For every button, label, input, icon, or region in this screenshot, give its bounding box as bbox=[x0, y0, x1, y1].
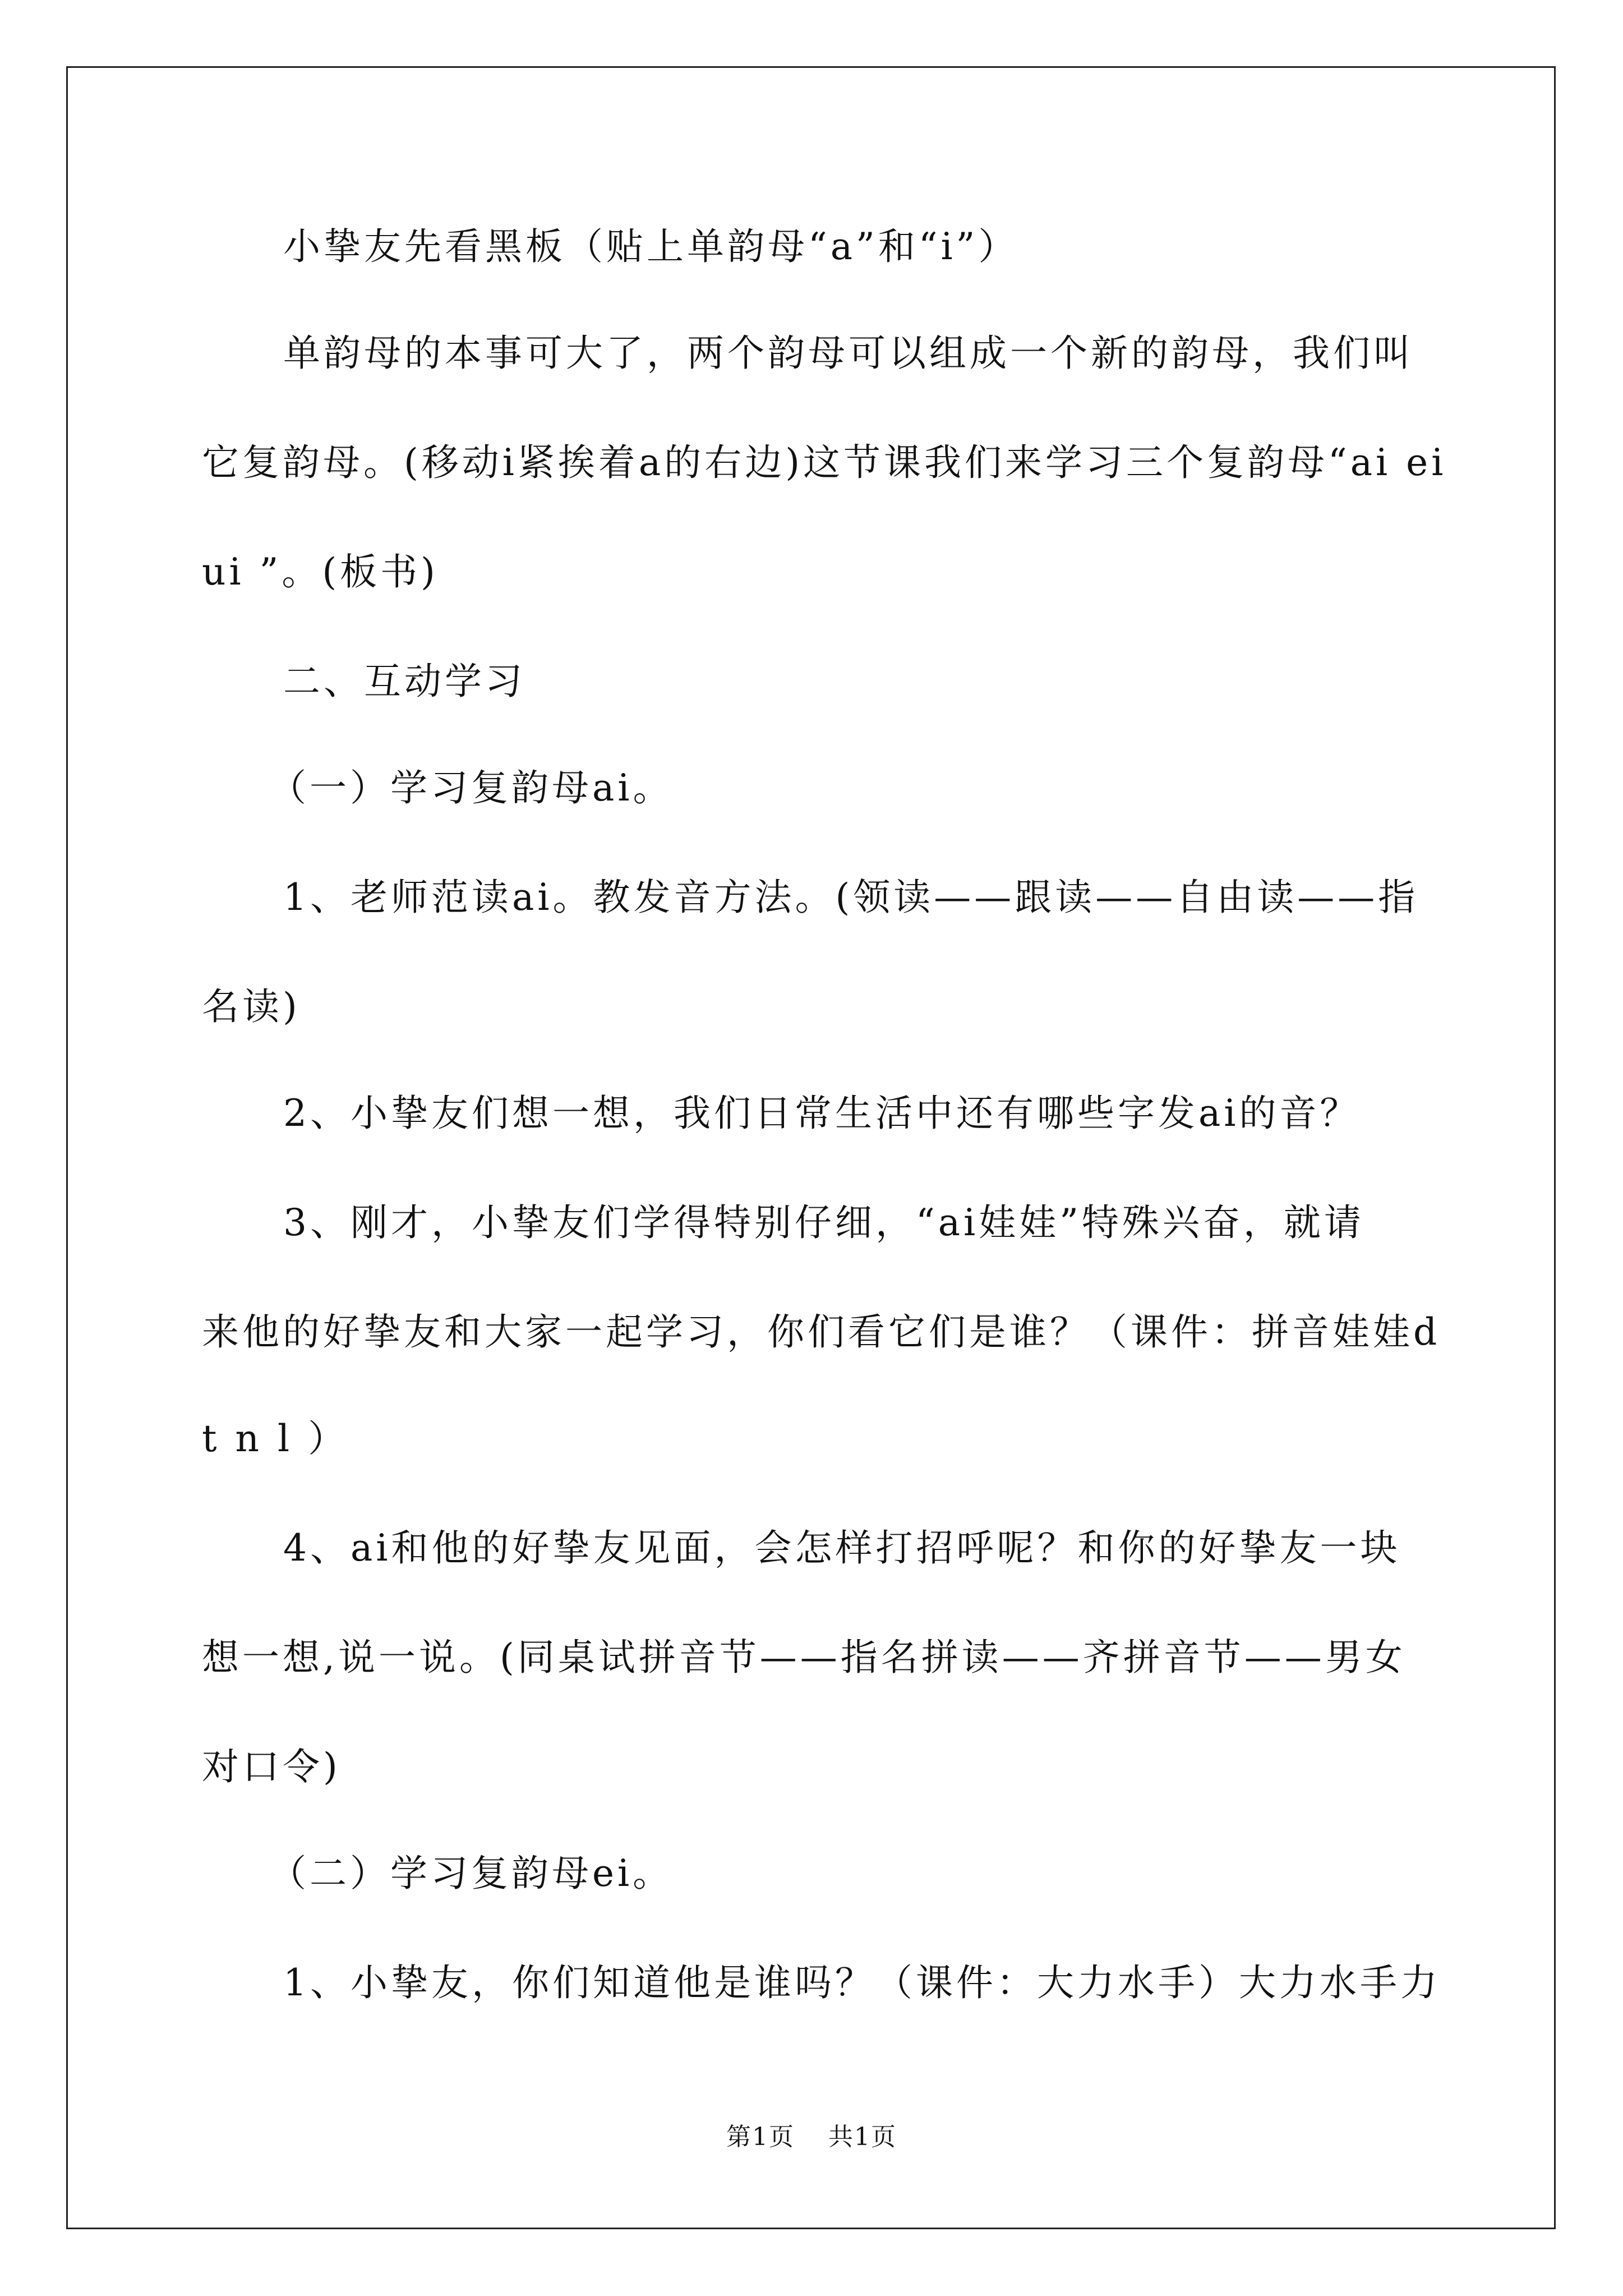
page-number: 第1页 bbox=[726, 2123, 795, 2151]
paragraph-line: 1、老师范读ai。教发音方法。(领读——跟读——自由读——指 bbox=[283, 876, 1419, 919]
page-footer bbox=[0, 2122, 1623, 2153]
page-border bbox=[66, 66, 1556, 2229]
paragraph-line: 对口令) bbox=[202, 1745, 341, 1788]
paragraph-line: 3、刚才，小挚友们学得特别仔细，“ai娃娃”特殊兴奋，就请 bbox=[283, 1201, 1364, 1244]
paragraph-line: t n l ） bbox=[202, 1417, 349, 1460]
paragraph-line: 2、小挚友们想一想，我们日常生活中还有哪些字发ai的音？ bbox=[283, 1092, 1361, 1135]
paragraph-line: 单韵母的本事可大了，两个韵母可以组成一个新的韵母，我们叫 bbox=[283, 332, 1414, 375]
paragraph-line: 小挚友先看黑板（贴上单韵母“a”和“i”） bbox=[283, 225, 1019, 268]
subsection-heading: （二）学习复韵母ei。 bbox=[269, 1852, 674, 1895]
paragraph-line: 来他的好挚友和大家一起学习，你们看它们是谁？（课件：拼音娃娃d bbox=[202, 1310, 1441, 1354]
section-heading: 二、互动学习 bbox=[283, 660, 525, 703]
subsection-heading: （一）学习复韵母ai。 bbox=[269, 766, 674, 809]
paragraph-line: 想一想,说一说。(同桌试拼音节——指名拼读——齐拼音节——男女 bbox=[202, 1636, 1406, 1679]
paragraph-line: 4、ai和他的好挚友见面，会怎样打招呼呢？和你的好挚友一块 bbox=[283, 1526, 1401, 1570]
page-total: 共1页 bbox=[828, 2123, 897, 2151]
paragraph-line: 名读) bbox=[202, 985, 301, 1028]
paragraph-line: ui ”。(板书) bbox=[202, 550, 439, 593]
paragraph-line: 它复韵母。(移动i紧挨着a的右边)这节课我们来学习三个复韵母“ai ei bbox=[202, 441, 1447, 484]
paragraph-line: 1、小挚友，你们知道他是谁吗？（课件：大力水手）大力水手力 bbox=[283, 1961, 1441, 2004]
